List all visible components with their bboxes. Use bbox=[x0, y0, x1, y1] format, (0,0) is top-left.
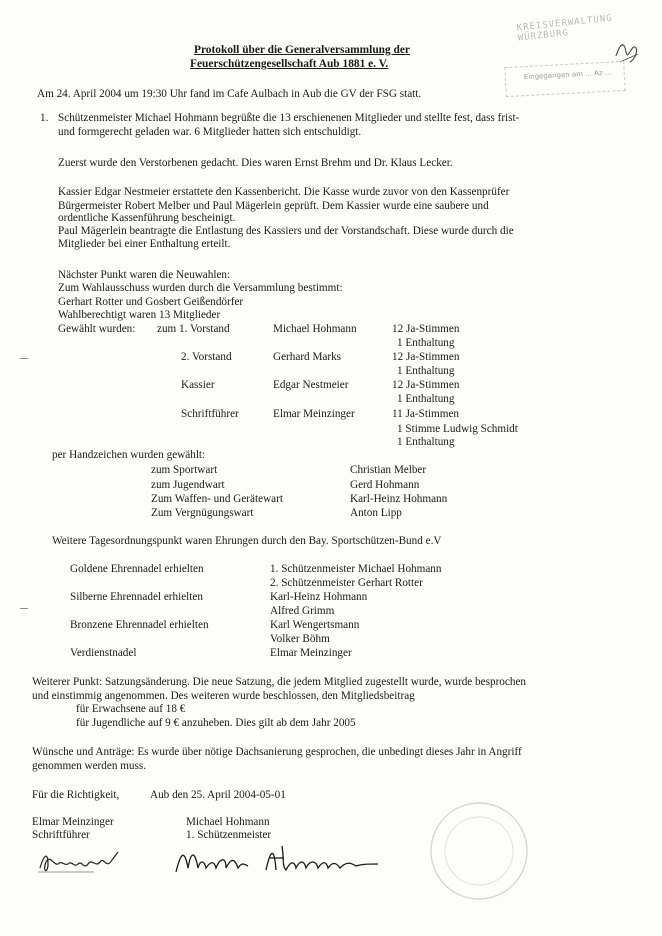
election-office: Kassier bbox=[181, 379, 215, 391]
honors-intro: Weitere Tagesordnungspunkt waren Ehrungen durch den Bay. Sportschützen-Bund e.V bbox=[52, 535, 442, 547]
title-line-2: Feuerschützengesellschaft Aub 1881 e. V. bbox=[190, 58, 389, 70]
election-name: Michael Hohmann bbox=[273, 323, 357, 335]
election-name: Gerhard Marks bbox=[273, 351, 342, 363]
election-name: Edgar Nestmeier bbox=[273, 379, 349, 391]
honor-recipient: 1. Schützenmeister Michael Hohmann bbox=[270, 563, 442, 575]
treasury-line: Bürgermeister Robert Melber und Paul Mägerlein geprüft. Dem Kassier wurde eine saubere und bbox=[58, 200, 489, 212]
treasury-line: Kassier Edgar Nestmeier erstattete den Kassenbericht. Die Kasse wurde zuvor von den Kassenprüfer bbox=[58, 186, 510, 198]
signature-chairman bbox=[170, 838, 390, 882]
election-office: Schriftführer bbox=[181, 408, 239, 420]
statutes-line: Weiterer Punkt: Satzungsänderung. Die neue Satzung, die jedem Mitglied zugestellt wurde, wurde besprochen bbox=[32, 676, 527, 688]
election-votes: 12 Ja-Stimmen bbox=[392, 351, 460, 363]
election-votes: 12 Ja-Stimmen bbox=[392, 323, 460, 335]
certification-text: Für die Richtigkeit, bbox=[32, 789, 120, 801]
honor-recipient: Volker Böhm bbox=[270, 633, 330, 645]
election-office: 2. Vorstand bbox=[181, 351, 232, 363]
wishes-line: genommen werden muss. bbox=[32, 760, 147, 772]
honor-recipient: Elmar Meinzinger bbox=[270, 647, 352, 659]
treasury-line: ordentliche Kassenführung bescheinigt. bbox=[58, 212, 236, 224]
hand-office: Zum Vergnügungswart bbox=[151, 507, 254, 519]
election-office: zum 1. Vorstand bbox=[157, 323, 230, 335]
title-line-1: Protokoll über die Generalversammlung der bbox=[194, 44, 410, 56]
round-seal bbox=[424, 796, 534, 906]
hand-office: zum Jugendwart bbox=[151, 479, 225, 491]
honor-award: Verdienstnadel bbox=[70, 647, 137, 659]
election-name: Elmar Meinzinger bbox=[273, 408, 355, 420]
statutes-line: und einstimmig angenommen. Des weiteren wurde beschlossen, den Mitgliedsbeitrag bbox=[32, 690, 415, 702]
place-date: Aub den 25. April 2004-05-01 bbox=[150, 789, 286, 801]
signature-secretary bbox=[34, 842, 124, 882]
treasury-line: Mitglieder bei einer Enthaltung erteilt. bbox=[58, 238, 231, 250]
election-votes: 12 Ja-Stimmen bbox=[392, 379, 460, 391]
honor-recipient: Karl Wengertsmann bbox=[270, 619, 360, 631]
hand-office: Zum Waffen- und Gerätewart bbox=[151, 493, 283, 505]
elections-intro: Gerhart Rotter und Gosbert Geißendörfer bbox=[58, 296, 244, 308]
hand-office: zum Sportwart bbox=[151, 464, 218, 476]
election-abstention: 1 Enthaltung bbox=[397, 365, 455, 377]
election-other-vote: 1 Stimme Ludwig Schmidt bbox=[397, 423, 518, 435]
elections-intro: Wahlberechtigt waren 13 Mitglieder bbox=[58, 309, 221, 321]
receipt-stamp-box: Eingegangen am ... Az ... bbox=[504, 61, 625, 97]
wishes-line: Wünsche und Anträge: Es wurde über nötige Dachsanierung gesprochen, die unbedingt dieses Jahr in Angriff bbox=[32, 746, 522, 758]
signatory-role: Schriftführer bbox=[32, 829, 90, 841]
election-abstention: 1 Enthaltung bbox=[397, 436, 455, 448]
item1-line-2: und formgerecht geladen war. 6 Mitglieder hatten sich entschuldigt. bbox=[58, 126, 362, 138]
election-abstention: 1 Enthaltung bbox=[397, 337, 455, 349]
elections-intro: Zum Wahlausschuss wurden durch die Versammlung bestimmt: bbox=[58, 282, 343, 294]
hand-name: Anton Lipp bbox=[350, 507, 402, 519]
memorial-text: Zuerst wurde den Verstorbenen gedacht. Dies waren Ernst Brehm und Dr. Klaus Lecker. bbox=[58, 157, 453, 169]
item-number: 1. bbox=[40, 112, 49, 124]
hand-vote-label: per Handzeichen wurden gewählt: bbox=[52, 449, 206, 461]
treasury-line: Paul Mägerlein beantragte die Entlastung des Kassiers und der Vorstandschaft. Diese wurde durch die bbox=[58, 225, 514, 237]
honor-award: Bronzene Ehrennadel erhielten bbox=[70, 619, 209, 631]
scan-mark bbox=[20, 608, 28, 609]
statutes-line: für Jugendliche auf 9 € anzuheben. Dies gilt ab dem Jahr 2005 bbox=[76, 717, 356, 729]
elections-intro: Nächster Punkt waren die Neuwahlen: bbox=[58, 269, 231, 281]
honor-recipient: Karl-Heinz Hohmann bbox=[270, 591, 368, 603]
hand-name: Karl-Heinz Hohmann bbox=[350, 493, 448, 505]
honor-recipient: 2. Schützenmeister Gerhart Rotter bbox=[270, 577, 423, 589]
election-votes: 11 Ja-Stimmen bbox=[392, 408, 460, 420]
honor-award: Silberne Ehrennadel erhielten bbox=[70, 591, 203, 603]
honor-award: Goldene Ehrennadel erhielten bbox=[70, 563, 204, 575]
signatory-role: 1. Schützenmeister bbox=[186, 829, 272, 841]
intro-text: Am 24. April 2004 um 19:30 Uhr fand im Cafe Aulbach in Aub die GV der FSG statt. bbox=[37, 88, 422, 100]
scan-mark bbox=[20, 358, 28, 359]
item1-line-1: Schützenmeister Michael Hohmann begrüßte die 13 erschienenen Mitglieder und stellte fest, dass frist- bbox=[58, 112, 520, 124]
statutes-line: für Erwachsene auf 18 € bbox=[76, 703, 186, 715]
elected-label: Gewählt wurden: bbox=[58, 323, 136, 335]
hand-name: Gerd Hohmann bbox=[350, 479, 420, 491]
election-abstention: 1 Enthaltung bbox=[397, 393, 455, 405]
received-stamp: KREISVERWALTUNG WÜRZBURG bbox=[516, 13, 614, 44]
hand-name: Christian Melber bbox=[350, 464, 427, 476]
signatory-name: Michael Hohmann bbox=[186, 816, 270, 828]
signatory-name: Elmar Meinzinger bbox=[32, 816, 114, 828]
honor-recipient: Alfred Grimm bbox=[270, 605, 335, 617]
